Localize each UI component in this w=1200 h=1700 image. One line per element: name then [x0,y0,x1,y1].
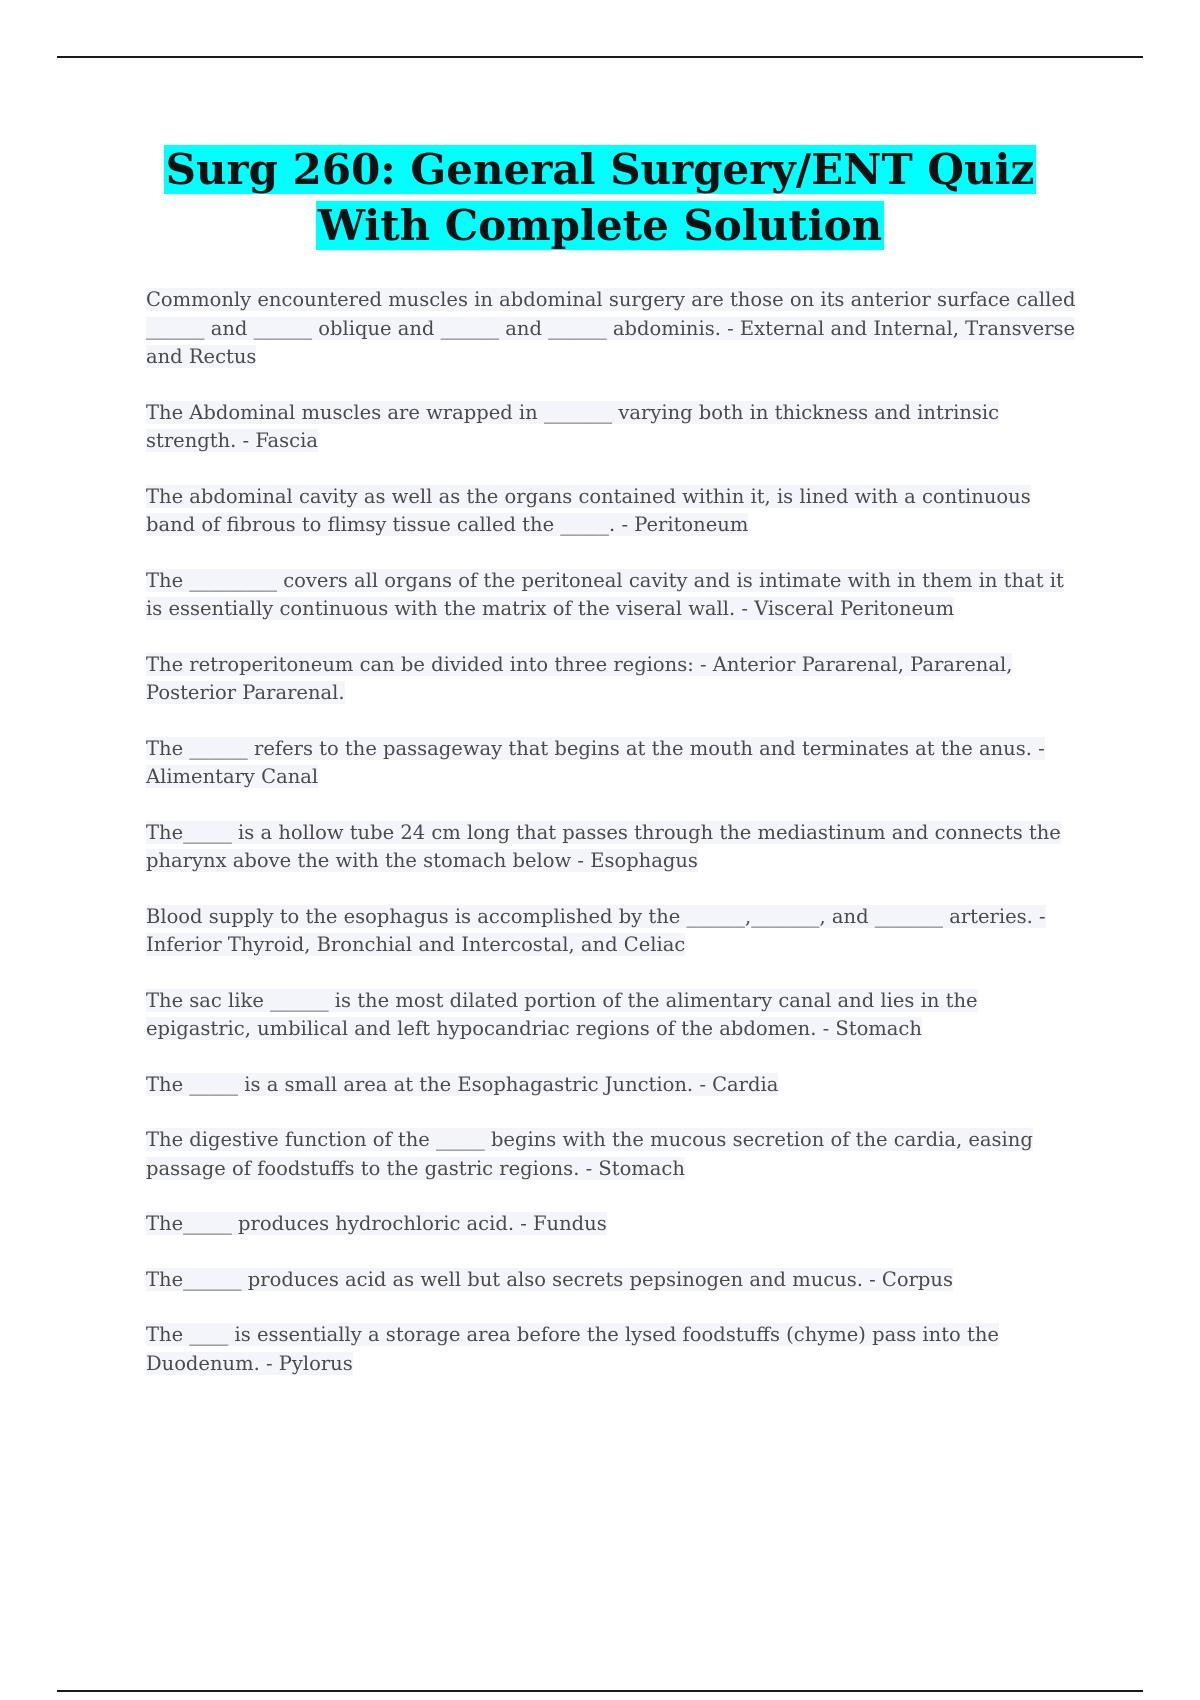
question-text: The digestive function of the _____ begins with the mucous secretion of the cardia, easing passage of foodstuffs to the gastric regions. - Stomach [146,1128,1033,1180]
top-rule [57,56,1143,58]
document-title: Surg 260: General Surgery/ENT Quiz With Complete Solution [165,145,1035,250]
question-text: The abdominal cavity as well as the organs contained within it, is lined with a continuous band of fibrous to flimsy tissue called the _____. - Peritoneum [146,484,1031,536]
question-item [146,1126,1086,1183]
question-item [146,987,1086,1044]
question-text: The ______ refers to the passageway that begins at the mouth and terminates at the anus. - Alimentary Canal [146,736,1045,788]
question-text: The_____ produces hydrochloric acid. - Fundus [146,1212,607,1235]
bottom-rule [57,1690,1143,1692]
question-text: The sac like ______ is the most dilated portion of the alimentary canal and lies in the epigastric, umbilical and left hypocandriac regions of the abdomen. - Stomach [146,988,978,1040]
question-item [146,567,1086,624]
question-item [146,1210,1086,1239]
question-item [146,735,1086,792]
question-item [146,1071,1086,1100]
question-text: The Abdominal muscles are wrapped in _______ varying both in thickness and intrinsic strength. - Fascia [146,400,1000,452]
question-text: The retroperitoneum can be divided into three regions: - Anterior Pararenal, Pararenal, Posterior Pararenal. [146,652,1013,704]
question-text: The ____ is essentially a storage area before the lysed foodstuffs (chyme) pass into the Duodenum. - Pylorus [146,1323,999,1375]
question-item [146,286,1086,372]
question-item [146,903,1086,960]
question-list [146,286,1086,1405]
question-item [146,1321,1086,1378]
question-text: The_____ is a hollow tube 24 cm long that passes through the mediastinum and connects the pharynx above the with the stomach below - Esophagus [146,820,1061,872]
question-item [146,651,1086,708]
title-block [120,142,1080,254]
question-item [146,399,1086,456]
question-text: The______ produces acid as well but also secrets pepsinogen and mucus. - Corpus [146,1267,953,1291]
question-text: The _________ covers all organs of the peritoneal cavity and is intimate with in them in that it is essentially continuous with the matrix of the viseral wall. - Visceral Peritoneum [146,568,1064,620]
question-item [146,819,1086,876]
question-text: The _____ is a small area at the Esophagastric Junction. - Cardia [146,1072,779,1096]
question-text: Blood supply to the esophagus is accomplished by the ______,_______, and _______ arteries. - Inferior Thyroid, Bronchial and Intercostal, and Celiac [146,904,1046,956]
question-text: Commonly encountered muscles in abdominal surgery are those on its anterior surface called ______ and ______ oblique and ______ and ______ abdominis. - External and Internal, Transverse and Rectus [146,288,1076,368]
question-item [146,483,1086,540]
question-item [146,1266,1086,1295]
